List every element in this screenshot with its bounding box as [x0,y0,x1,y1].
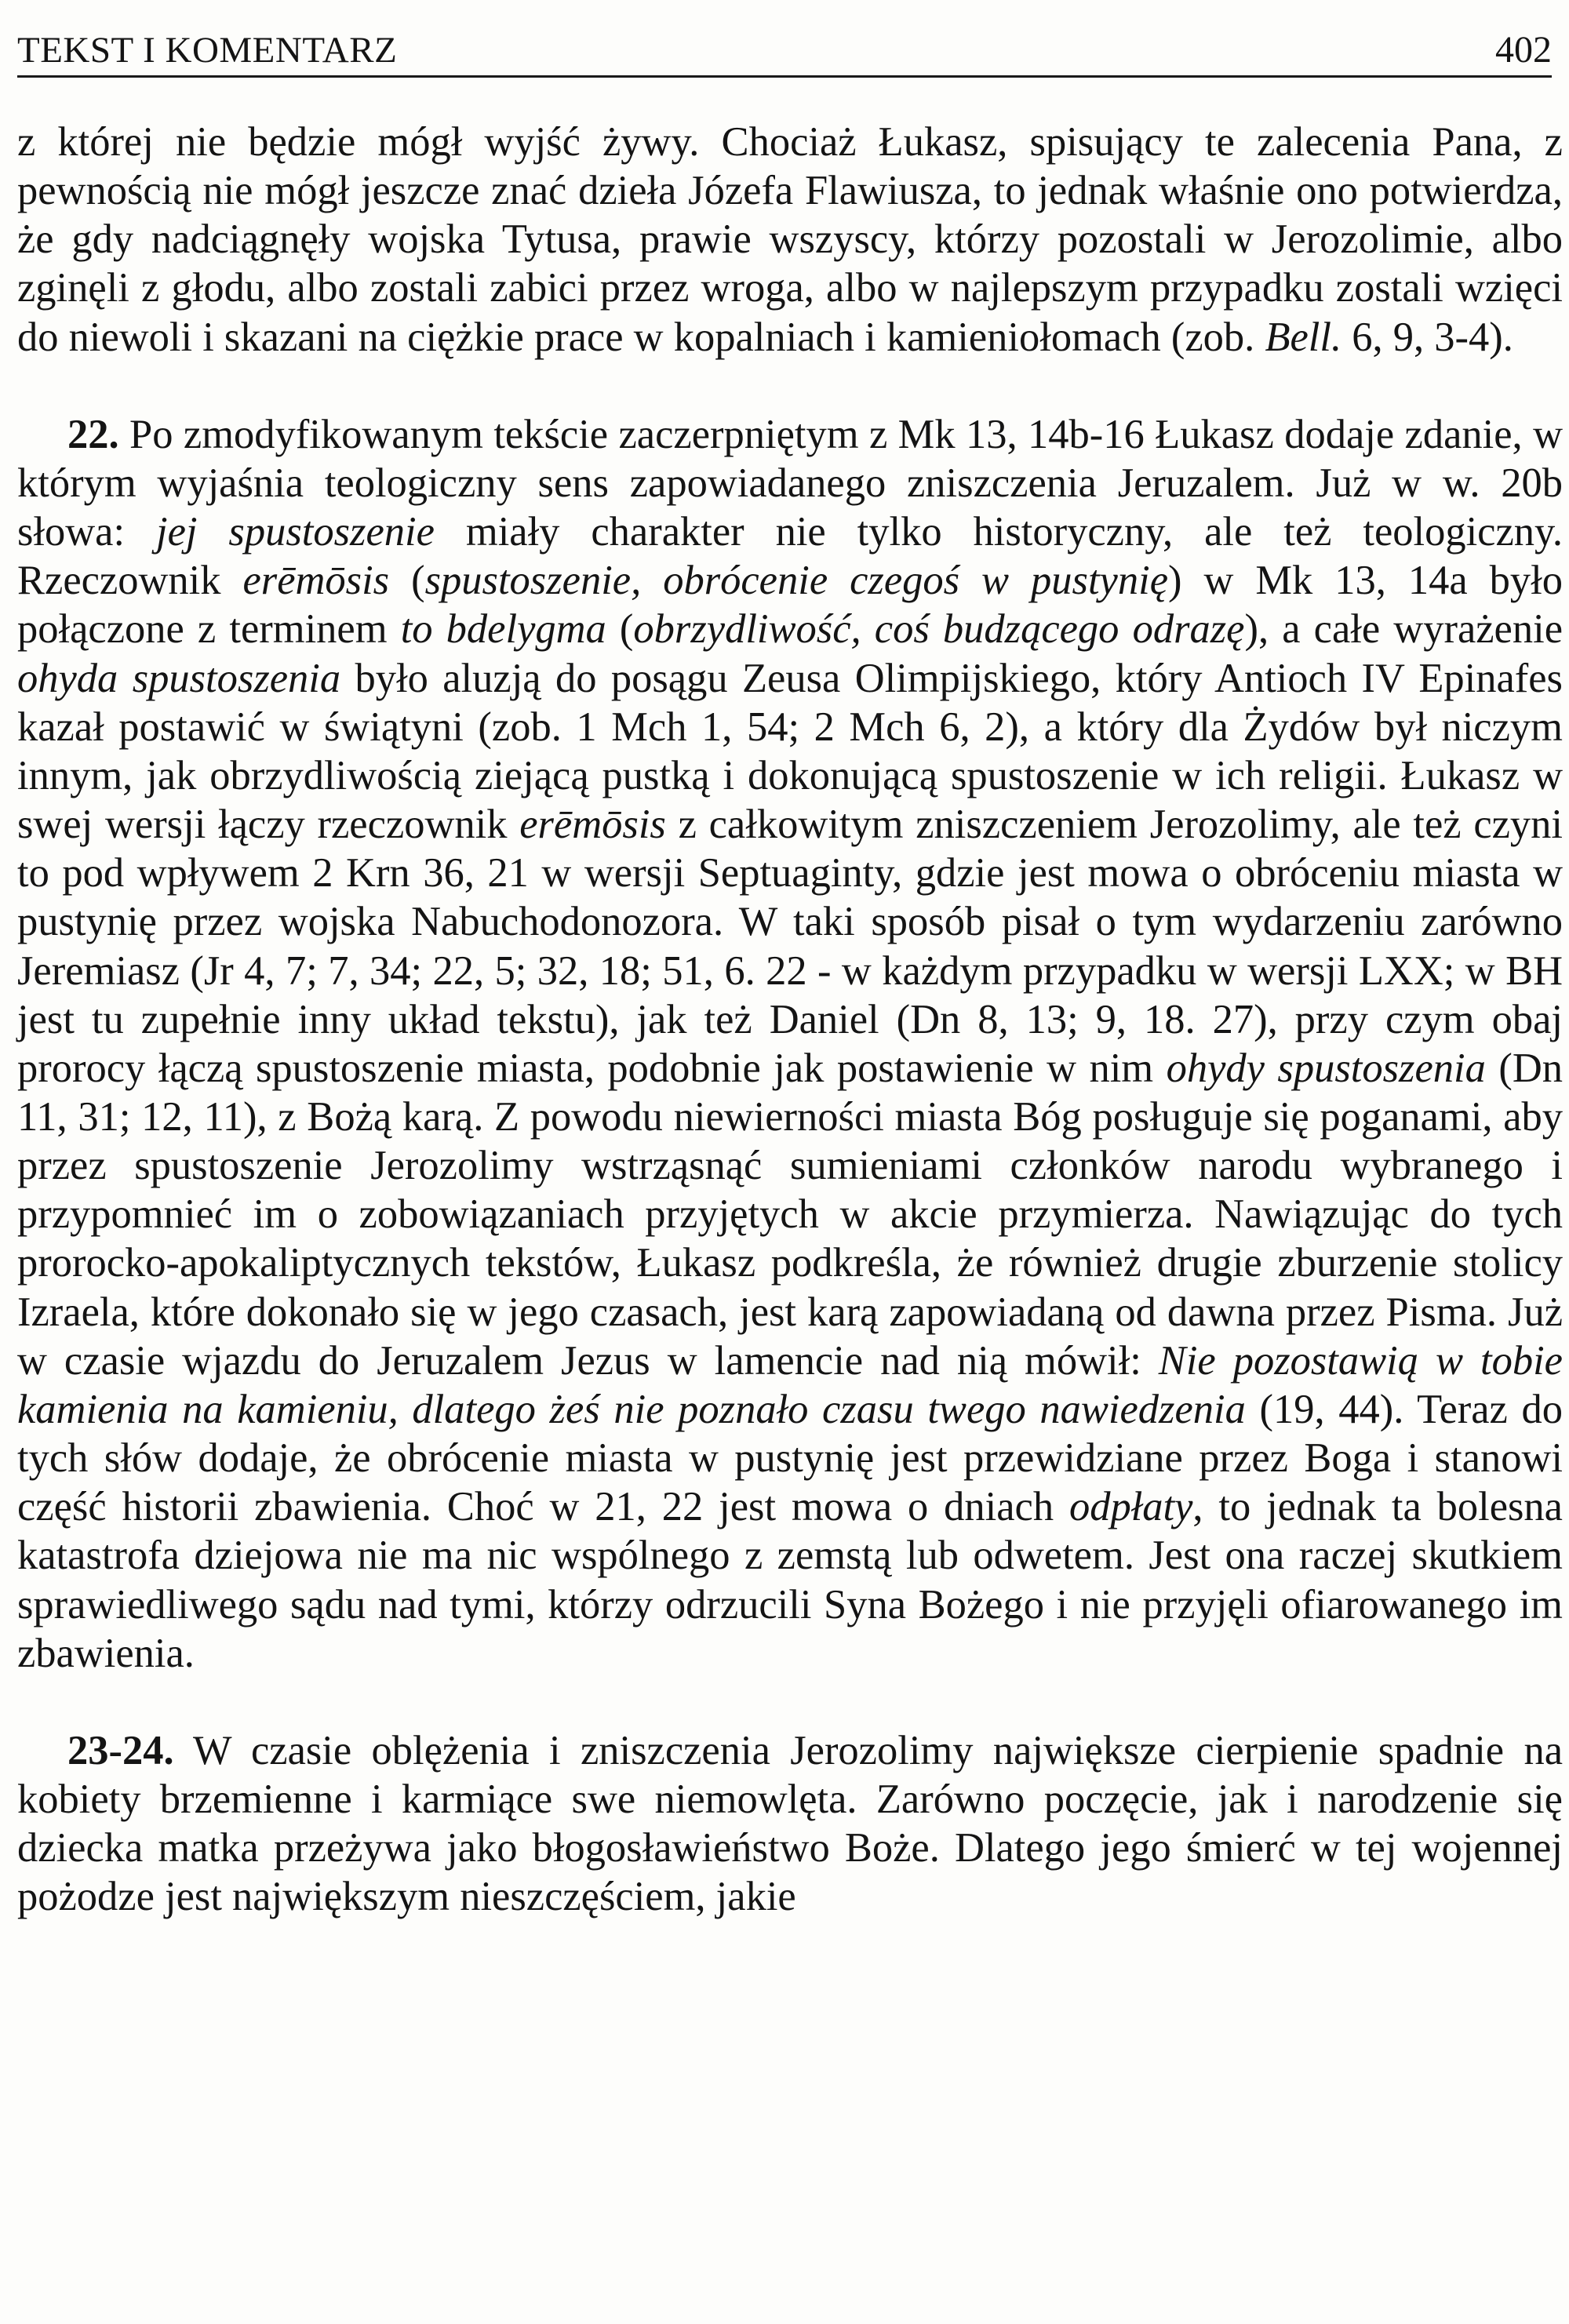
page-header [17,24,1552,78]
italic-run: obrzydliwość, coś budzącego odrazę [633,606,1245,653]
text-run: miały charakter nie tylko historyczny, ale też teologiczny. Rzeczownik [17,509,1563,604]
text-run: , to jednak ta bolesna katastrofa dziejowa nie ma nic wspólnego z zemstą lub odwetem. Jest ona raczej skutkiem sprawiedliwego sądu nad tymi, którzy odrzucili Syna Bożego i nie przyjęli ofiarowanego im zbawienia. [17,1484,1563,1676]
text-run: W czasie oblężenia i zniszczenia Jerozolimy największe cierpienie spadnie na kobiety brzemienne i karmiące swe niemowlęta. Zarówno poczęcie, jak i narodzenie się dziecka matka przeżywa jako błogosławieństwo Boże. Dlatego jego śmierć w tej wojennej pożodze jest największym nieszczęściem, jakie [17,1727,1563,1920]
italic-run: spustoszenie, obrócenie czegoś w pustynię [424,558,1169,604]
paragraph-verse-23-24 [17,1726,1563,1922]
running-title: TEKST I KOMENTARZ [17,30,398,71]
page-number: 402 [1495,29,1552,71]
text-run: z której nie będzie mógł wyjść żywy. Chociaż Łukasz, spisujący te zalecenia Pana, z pewnością nie mógł jeszcze znać dzieła Józefa Flawiusza, to jednak właśnie ono potwierdza, że gdy nadciągnęły wojska Tytusa, prawie wszyscy, którzy pozostali w Jerozolimie, albo zginęli z głodu, albo zostali zabici przez wroga, albo w najlepszym przypadku zostali wzięci do niewoli i skazani na ciężkie prace w kopalniach i kamieniołomach (zob. [17,119,1563,360]
italic-run: Nie pozostawią w tobie kamienia na kamieniu, dlatego żeś nie poznało czasu twego nawiedzenia [17,1337,1563,1432]
italic-run: erēmōsis [242,558,390,604]
text-run: było aluzją do posągu Zeusa Olimpijskiego, który Antioch IV Epinafes kazał postawić w świątyni (zob. 1 Mch 1, 54; 2 Mch 6, 2), a który dla Żydów był niczym innym, jak obrzydliwością ziejącą pustką i dokonującą spustoszenie w ich religii. Łukasz w swej wersji łączy rzeczownik [17,655,1563,848]
italic-run: jej spustoszenie [156,509,435,555]
text-run: ( [606,606,634,653]
body-text [17,118,1563,1921]
text-run: ( [389,558,425,604]
text-run: 6, 9, 3-4). [1341,314,1513,360]
text-run: z całkowitym zniszczeniem Jerozolimy, ale też czyni to pod wpływem 2 Krn 36, 21 w wersji Septuaginty, gdzie jest mowa o obróceniu miasta w pustynię przez wojska Nabuchodonozora. W taki sposób pisał o tym wydarzeniu zarówno Jeremiasz (Jr 4, 7; 7, 34; 22, 5; 32, 18; 51, 6. 22 - w każdym przypadku w wersji LXX; w BH jest tu zupełnie inny układ tekstu), jak też Daniel (Dn 8, 13; 9, 18. 27), przy czym obaj prorocy łączą spustoszenie miasta, podobnie jak postawienie w nim [17,802,1564,1091]
italic-run: to bdelygma [400,606,606,653]
text-run: ) w Mk 13, 14a było połączone z terminem [17,558,1564,653]
verse-number: 22. [67,411,119,457]
verse-number: 23-24. [67,1727,174,1773]
text-run: Po zmodyfikowanym tekście zaczerpniętym z Mk 13, 14b-16 Łukasz dodaje zdanie, w którym wyjaśnia teologiczny sens zapowiadanego zniszczenia Jeruzalem. Już w w. 20b słowa: [17,411,1563,555]
paragraph-verse-22 [17,410,1563,1678]
italic-run: Bell. [1265,314,1342,360]
text-run: ), a całe wyrażenie [1244,606,1563,653]
italic-run: ohyda spustoszenia [17,655,341,701]
italic-run: ohydy spustoszenia [1166,1045,1486,1091]
text-run: (Dn 11, 31; 12, 11), z Bożą karą. Z powodu niewierności miasta Bóg posługuje się poganami, aby przez spustoszenie Jerozolimy wstrząsnąć sumieniami członków narodu wybranego i przypomnieć im o zobowiązaniach przyjętych w akcie przymierza. Nawiązując do tych prorocko-apokaliptycznych tekstów, Łukasz podkreśla, że również drugie zburzenie stolicy Izraela, które dokonało się w jego czasach, jest karą zapowiadaną od dawna przez Pisma. Już w czasie wjazdu do Jeruzalem Jezus w lamencie nad nią mówił: [17,1045,1563,1384]
text-run: (19, 44). Teraz do tych słów dodaje, że obrócenie miasta w pustynię jest przewidziane przez Boga i stanowi część historii zbawienia. Choć w 21, 22 jest mowa o dniach [17,1386,1564,1530]
paragraph-continued [17,118,1563,362]
italic-run: erēmōsis [519,802,666,848]
italic-run: odpłaty [1068,1484,1193,1530]
